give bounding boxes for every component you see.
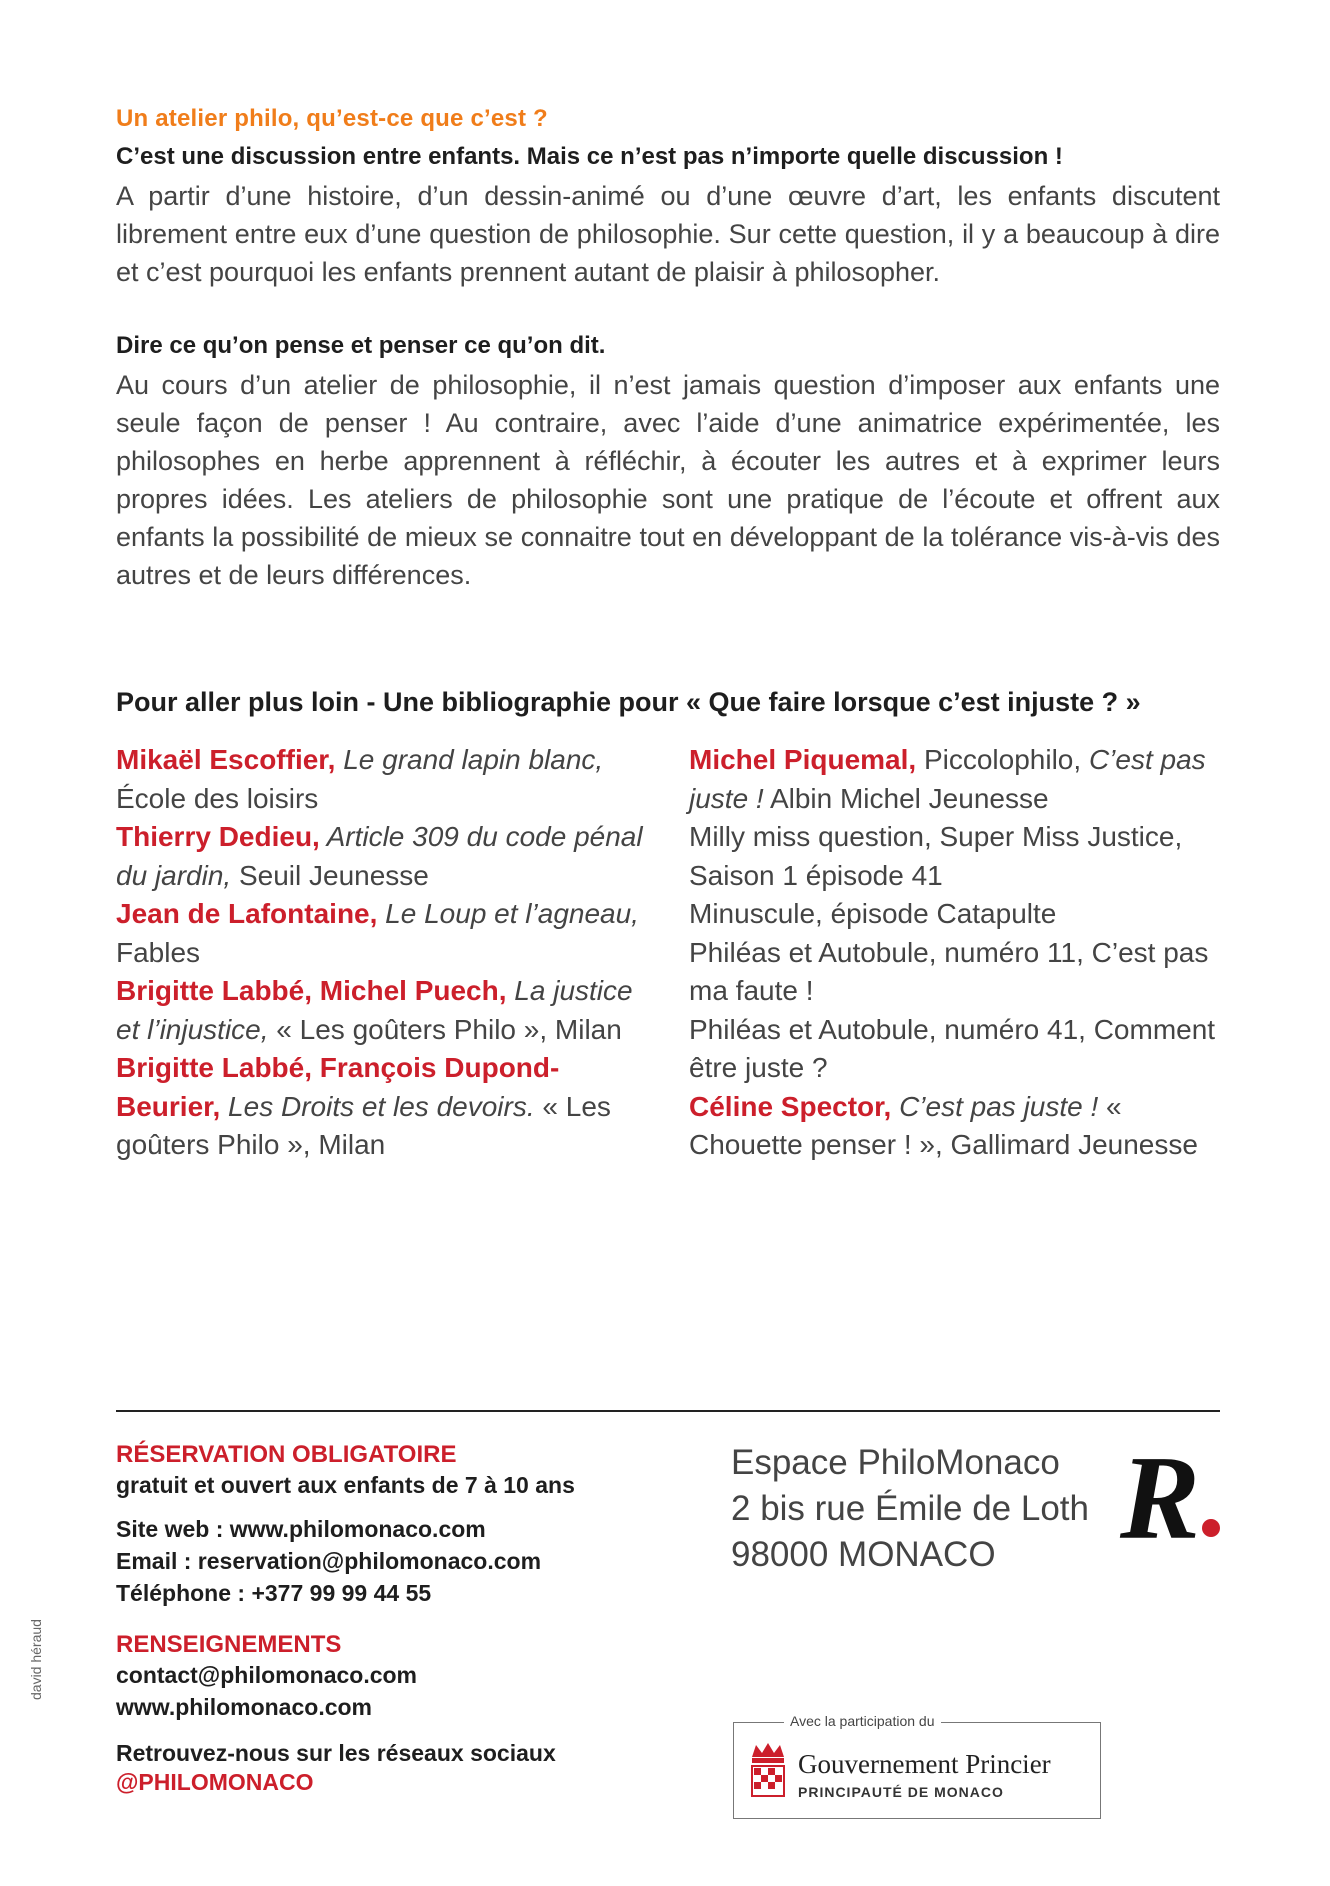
biblio-entry [689, 818, 1229, 895]
biblio-author: Céline Spector, [689, 1090, 892, 1122]
crown-crest-icon [746, 1741, 790, 1803]
address-line: Espace PhiloMonaco [731, 1443, 1060, 1482]
contact-email-link[interactable]: contact@philomonaco.com [116, 1662, 418, 1688]
section-title-atelier: Un atelier philo, qu’est-ce que c’est ? [116, 105, 548, 132]
biblio-publisher: Seuil Jeunesse [231, 859, 429, 891]
biblio-title: Le grand lapin blanc, [335, 744, 604, 775]
biblio-entry [689, 934, 1229, 1011]
email-link[interactable]: Email : reservation@philomonaco.com [116, 1548, 542, 1574]
biblio-publisher: École des loisirs [116, 782, 319, 814]
biblio-author: Jean de Lafontaine, [116, 898, 378, 929]
partner-caption: Avec la participation du [784, 1713, 941, 1729]
address-line: 2 bis rue Émile de Loth [731, 1489, 1089, 1528]
address-block [731, 1440, 1089, 1578]
biblio-publisher: Piccolophilo, [916, 744, 1089, 775]
biblio-author: Brigitte Labbé, Michel Puech, [116, 975, 507, 1006]
biblio-author: Mikaël Escoffier, [116, 744, 336, 775]
biblio-publisher: « Chouette penser ! », Gallimard Jeunesse [689, 1090, 1198, 1160]
biblio-entry [689, 895, 1229, 934]
social-handle-link[interactable]: @PHILOMONACO [116, 1769, 314, 1795]
reservation-subtitle: gratuit et ouvert aux enfants de 7 à 10 ans [116, 1472, 575, 1498]
biblio-entry [116, 895, 646, 972]
website-link[interactable]: Site web : www.philomonaco.com [116, 1516, 486, 1542]
biblio-publisher: « Les goûters Philo », Milan [116, 1090, 611, 1160]
address-line: 98000 MONACO [731, 1535, 996, 1574]
partner-name: Gouvernement Princier [798, 1749, 1051, 1779]
biblio-title: C’est pas juste ! [891, 1090, 1099, 1122]
biblio-entry [116, 741, 646, 818]
biblio-author: Thierry Dedieu, [116, 821, 320, 852]
info-heading: RENSEIGNEMENTS [116, 1631, 342, 1658]
partner-subtitle: PRINCIPAUTÉ DE MONACO [798, 1784, 1004, 1800]
biblio-text: Minuscule, épisode Catapulte [689, 898, 1057, 929]
biblio-entry [689, 741, 1229, 818]
philomonaco-logo [1114, 1438, 1232, 1558]
biblio-title: Le Loup et l’agneau, [377, 898, 639, 929]
intro-paragraph: A partir d’une histoire, d’un dessin-animé ou d’une œuvre d’art, les enfants discutent librement entre eux d’une question de philosophie. Sur cette question, il y a beaucoup à dire et c’est pourquoi les enfants prennent autant de plaisir à philosopher. [116, 181, 1220, 287]
section2-paragraph: Au cours d’un atelier de philosophie, il n’est jamais question d’imposer aux enfants une seule façon de penser ! Au contraire, avec l’aide d’une animatrice expérimentée, les philosophes en herbe apprennent à réfléchir, à écouter les autres et à exprimer leurs propres idées. Les ateliers de philosophie sont une pratique de l’écoute et offrent aux enfants la possibilité de mieux se connaitre tout en développant de la tolérance vis-à-vis des autres et de leurs différences. [116, 370, 1220, 590]
section2-lead: Dire ce qu’on pense et penser ce qu’on dit. [116, 332, 606, 359]
biblio-entry [116, 1049, 646, 1165]
biblio-entry [689, 1088, 1229, 1165]
biblio-entry [116, 818, 646, 895]
bibliography-right-column [689, 741, 1229, 1165]
biblio-text: Philéas et Autobule, numéro 11, C’est pas ma faute ! [689, 936, 1209, 1006]
partner-box [733, 1713, 1101, 1819]
svg-text:R: R [1120, 1438, 1201, 1558]
biblio-title: Article 309 du code pénal du jardin, [116, 821, 643, 891]
biblio-title: La justice et l’injustice, [116, 975, 633, 1045]
reservation-block [116, 1441, 676, 1796]
bibliography-left-column [116, 741, 646, 1165]
biblio-publisher: Albin Michel Jeunesse [763, 782, 1049, 814]
biblio-entry [689, 1011, 1229, 1088]
divider [116, 1410, 1220, 1412]
biblio-author: Michel Piquemal, [689, 744, 917, 775]
phone-number[interactable]: Téléphone : +377 99 99 44 55 [116, 1580, 432, 1606]
intro-lead: C’est une discussion entre enfants. Mais ce n’est pas n’importe quelle discussion ! [116, 143, 1063, 170]
biblio-author: Brigitte Labbé, François Dupond-Beurier, [116, 1052, 560, 1122]
biblio-title: Les Droits et les devoirs. [220, 1090, 535, 1122]
biblio-publisher: Fables [116, 936, 201, 968]
photo-credit: david héraud [28, 1619, 44, 1700]
biblio-text: Philéas et Autobule, numéro 41, Comment être juste ? [689, 1013, 1216, 1083]
social-text: Retrouvez-nous sur les réseaux sociaux [116, 1740, 556, 1766]
reservation-heading: RÉSERVATION OBLIGATOIRE [116, 1441, 457, 1468]
biblio-title: C’est pas juste ! [689, 744, 1206, 814]
biblio-entry [116, 972, 646, 1049]
biblio-text: Milly miss question, Super Miss Justice, Saison 1 épisode 41 [689, 821, 1183, 891]
biblio-publisher: « Les goûters Philo », Milan [268, 1013, 622, 1045]
bibliography-title: Pour aller plus loin - Une bibliographie pour « Que faire lorsque c’est injuste ? » [116, 687, 1141, 717]
website-link-2[interactable]: www.philomonaco.com [116, 1694, 372, 1720]
